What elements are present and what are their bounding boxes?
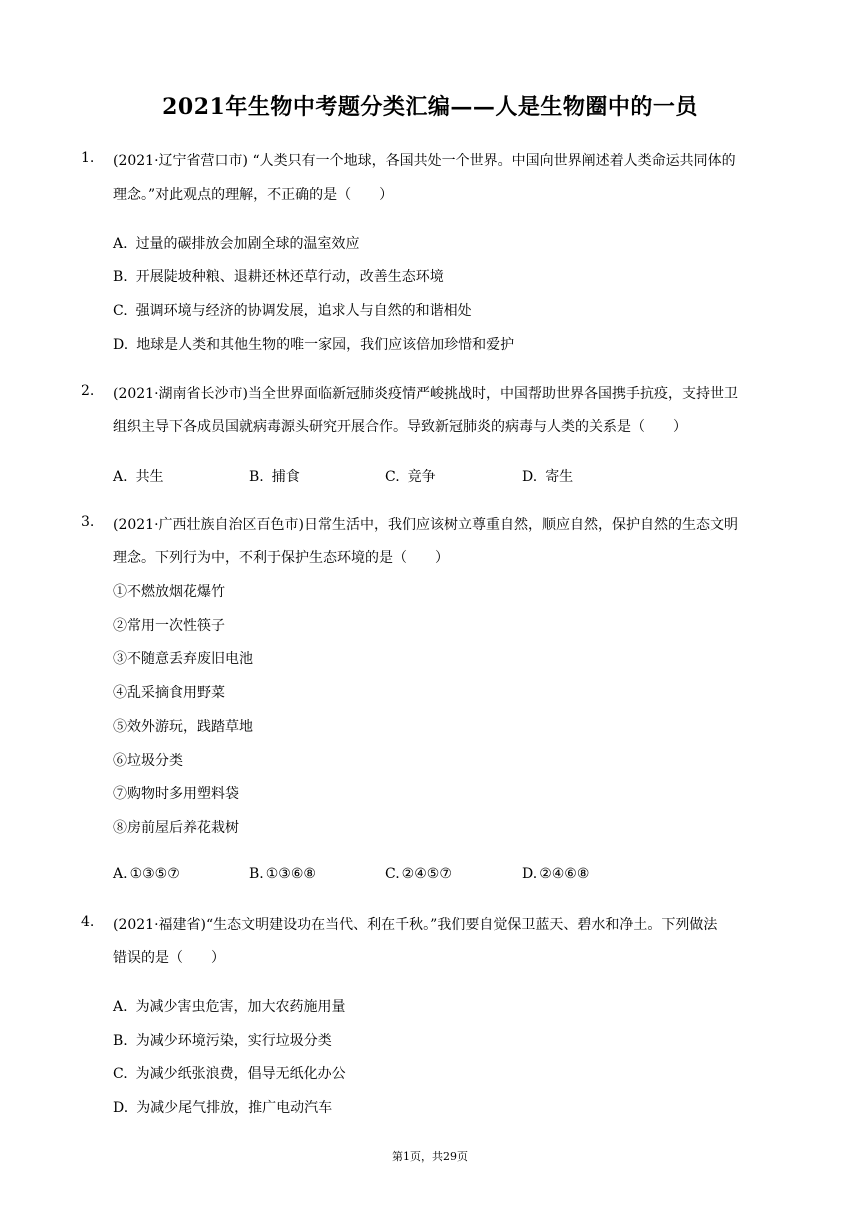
option-b bbox=[113, 266, 444, 286]
option-text: 捕食 bbox=[271, 469, 300, 485]
option-text: 地球是人类和其他生物的唯一家园，我们应该倍加珍惜和爱护 bbox=[136, 337, 515, 353]
question-text-line: (2021·福建省)“生态文明建设功在当代、利在千秋。”我们要自觉保卫蓝天、碧水和净土。下列做法 bbox=[113, 917, 718, 933]
statement-item: ⑤效外游玩，践踏草地 bbox=[113, 719, 253, 735]
option-text: ②④⑤⑦ bbox=[401, 866, 452, 882]
option-letter: B. bbox=[113, 1033, 128, 1049]
statement-item: ①不燃放烟花爆竹 bbox=[113, 584, 225, 600]
question-text-line: 理念。”对此观点的理解，不正确的是（ ） bbox=[113, 187, 394, 203]
option-letter: B. bbox=[113, 269, 128, 285]
option-letter: D. bbox=[113, 337, 129, 353]
statement-item: ②常用一次性筷子 bbox=[113, 618, 225, 634]
question-text-line: 组织主导下各成员国就病毒源头研究开展合作。导致新冠肺炎的病毒与人类的关系是（ ） bbox=[113, 419, 687, 435]
option-text: 为减少环境污染，实行垃圾分类 bbox=[135, 1033, 332, 1049]
statement-item: ⑧房前屋后养花栽树 bbox=[113, 820, 239, 836]
question-number: 2. bbox=[81, 383, 95, 399]
page-footer: 第1页，共29页 bbox=[392, 1150, 468, 1163]
option-letter: D. bbox=[113, 1100, 129, 1116]
option-b bbox=[249, 866, 316, 882]
option-a bbox=[113, 466, 164, 486]
statement-item: ③不随意丢弃废旧电池 bbox=[113, 651, 253, 667]
option-text: 竞争 bbox=[407, 469, 436, 485]
option-d bbox=[113, 1097, 332, 1117]
option-text: 强调环境与经济的协调发展，追求人与自然的和谐相处 bbox=[135, 303, 472, 319]
option-text: 寄生 bbox=[545, 469, 574, 485]
option-c bbox=[113, 300, 472, 320]
option-text: ①③⑤⑦ bbox=[129, 866, 180, 882]
statement-item: ⑥垃圾分类 bbox=[113, 753, 183, 769]
statement-item: ⑦购物时多用塑料袋 bbox=[113, 786, 239, 802]
question-number: 4. bbox=[81, 914, 95, 930]
option-text: 为减少害虫危害，加大农药施用量 bbox=[135, 999, 346, 1015]
option-text: 共生 bbox=[135, 469, 164, 485]
option-letter: C. bbox=[385, 469, 400, 485]
option-text: 为减少纸张浪费，倡导无纸化办公 bbox=[135, 1066, 346, 1082]
option-c bbox=[113, 1063, 346, 1083]
question-text-line: 错误的是（ ） bbox=[113, 950, 225, 966]
question-number: 3. bbox=[81, 514, 95, 530]
option-text: ②④⑥⑧ bbox=[539, 866, 590, 882]
option-text: 为减少尾气排放，推广电动汽车 bbox=[136, 1100, 333, 1116]
option-letter: C. bbox=[113, 1066, 128, 1082]
option-c bbox=[385, 466, 436, 486]
question-text-line: (2021·广西壮族自治区百色市)日常生活中，我们应该树立尊重自然，顺应自然，保护自然的生态文明 bbox=[113, 517, 739, 533]
option-letter: A. bbox=[113, 866, 128, 882]
option-d bbox=[522, 866, 589, 882]
option-text: ①③⑥⑧ bbox=[265, 866, 316, 882]
question-text-line: (2021·辽宁省营口市) “人类只有一个地球，各国共处一个世界。中国向世界阐述着人类命运共同体的 bbox=[113, 153, 736, 169]
option-d bbox=[522, 466, 573, 486]
option-letter: C. bbox=[385, 866, 400, 882]
option-a bbox=[113, 996, 346, 1016]
option-letter: B. bbox=[249, 469, 264, 485]
question-text-line: (2021·湖南省长沙市)当全世界面临新冠肺炎疫情严峻挑战时，中国帮助世界各国携手抗疫，支持世卫 bbox=[113, 386, 739, 402]
page-title: 2021年生物中考题分类汇编——人是生物圈中的一员 bbox=[162, 94, 698, 120]
option-letter: C. bbox=[113, 303, 128, 319]
question-number: 1. bbox=[81, 150, 95, 166]
option-text: 开展陡坡种粮、退耕还林还草行动，改善生态环境 bbox=[135, 269, 444, 285]
option-d bbox=[113, 334, 514, 354]
option-letter: B. bbox=[249, 866, 264, 882]
option-a bbox=[113, 233, 360, 253]
option-b bbox=[249, 466, 300, 486]
option-a bbox=[113, 866, 180, 882]
option-letter: D. bbox=[522, 469, 538, 485]
option-letter: A. bbox=[113, 999, 128, 1015]
option-letter: A. bbox=[113, 236, 128, 252]
option-letter: D. bbox=[522, 866, 538, 882]
option-text: 过量的碳排放会加剧全球的温室效应 bbox=[135, 236, 360, 252]
option-b bbox=[113, 1030, 332, 1050]
question-text-line: 理念。下列行为中，不利于保护生态环境的是（ ） bbox=[113, 550, 449, 566]
option-letter: A. bbox=[113, 469, 128, 485]
statement-item: ④乱采摘食用野菜 bbox=[113, 685, 225, 701]
option-c bbox=[385, 866, 452, 882]
